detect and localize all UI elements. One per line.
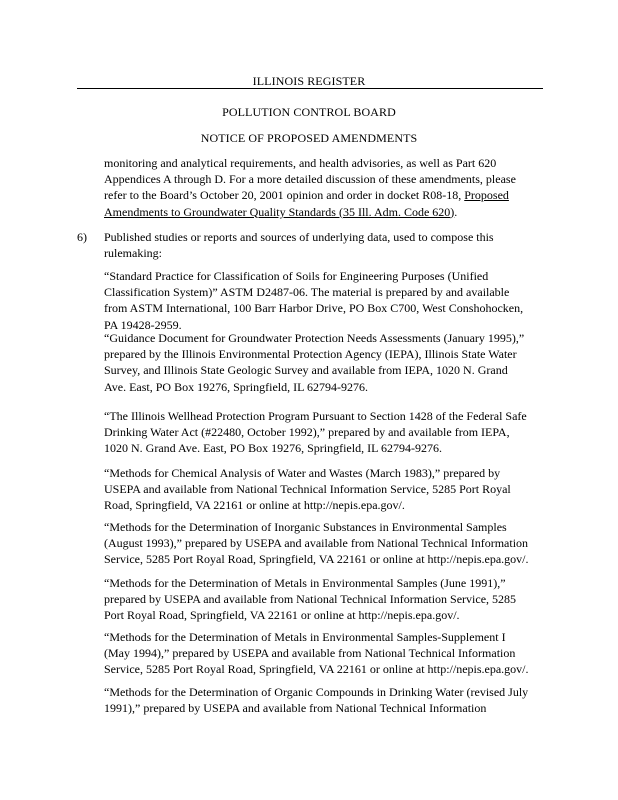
reference-metals: “Methods for the Determination of Metals in Environmental Samples (June 1991),” prepared by USEPA and available from National Technical Information Service, 5285 Port Royal Road, Springfield, VA 22161 or online at http://nepis.epa.gov/. — [104, 576, 517, 623]
proposed-amendments-title-part2: Amendments to Groundwater Quality Standards (35 Ill. Adm. Code 620) — [104, 204, 455, 219]
reference-inorganic-substances: “Methods for the Determination of Inorganic Substances in Environmental Samples (August 1993),” prepared by USEPA and available from National Technical Information Service, 5285 Port Royal Road, Springfield, VA 22161 or online at http://nepis.epa.gov/. — [104, 520, 529, 567]
reference-metals-supplement: “Methods for the Determination of Metals in Environmental Samples-Supplement I (May 1994),” prepared by USEPA and available from National Technical Information Service, 5285 Port Royal Road, Springfield, VA 22161 or online at http://nepis.epa.gov/. — [104, 630, 529, 677]
item-number: 6) — [77, 230, 87, 244]
register-title: ILLINOIS REGISTER — [252, 74, 366, 88]
notice-title: NOTICE OF PROPOSED AMENDMENTS — [200, 131, 418, 145]
item-heading: Published studies or reports and sources of underlying data, used to compose this rulemaking: — [104, 230, 494, 261]
reference-groundwater-guidance: “Guidance Document for Groundwater Protection Needs Assessments (January 1995),” prepared by the Illinois Environmental Protection Agency (IEPA), Illinois State Water Survey, and Illinois State Geologic Survey and available from IEPA, 1020 N. Grand Ave. East, PO Box 19276, Springfield, IL 62794-9276. — [104, 331, 525, 394]
proposed-amendments-title-part1: Proposed — [464, 188, 509, 203]
continuation-text-c: . — [454, 204, 458, 219]
reference-chemical-analysis: “Methods for Chemical Analysis of Water and Wastes (March 1983),” prepared by USEPA and available from National Technical Information Service, 5285 Port Royal Road, Springfield, VA 22161 or online at http://nepis.epa.gov/. — [104, 466, 511, 513]
reference-astm: “Standard Practice for Classification of Soils for Engineering Purposes (Unified Classification System)” ASTM D2487-06. The material is prepared by and available from ASTM International, 100 Barr Harbor Drive, PO Box C700, West Conshohocken, PA 19428-2959. — [104, 269, 524, 332]
header-rule — [77, 88, 543, 89]
reference-organic-compounds: “Methods for the Determination of Organic Compounds in Drinking Water (revised July 1991),” prepared by USEPA and available from National Technical Information — [104, 685, 529, 716]
continuation-paragraph — [104, 155, 532, 220]
board-title: POLLUTION CONTROL BOARD — [222, 105, 396, 119]
continuation-text-a: monitoring and analytical requirements, and health advisories, as well as Part 620 Appendices A through D. For a more detailed discussion of these amendments, please refer to the Board’s October 20, 2001 opinion and order in docket R08-18, — [104, 156, 516, 203]
reference-wellhead-protection: “The Illinois Wellhead Protection Program Pursuant to Section 1428 of the Federal Safe Drinking Water Act (#22480, October 1992),” prepared by and available from IEPA, 1020 N. Grand Ave. East, PO Box 19276, Springfield, IL 62794-9276. — [104, 409, 527, 456]
